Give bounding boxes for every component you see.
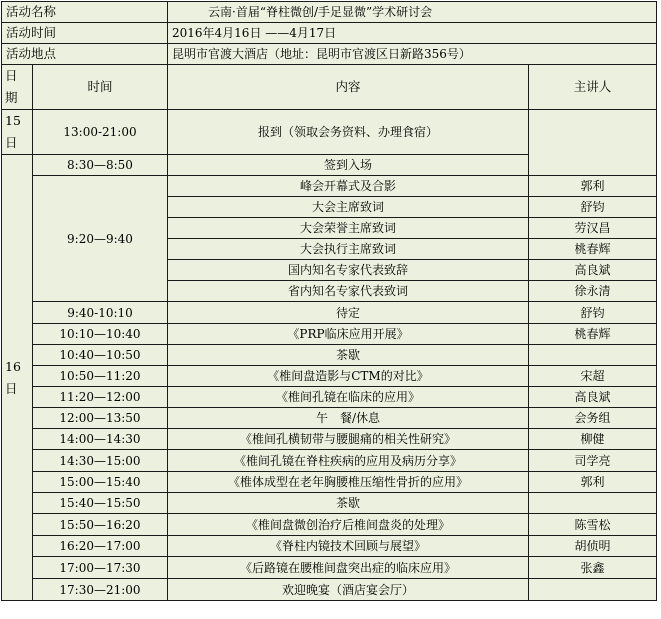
table-row	[2, 429, 657, 450]
time-cell: 10:40—10:50	[33, 345, 168, 366]
content-cell: 《椎间孔镜在临床的应用》	[168, 387, 529, 408]
content-cell: 国内知名专家代表致辞	[168, 260, 529, 281]
content-cell: 茶歇	[168, 345, 529, 366]
speaker-cell: 郭利	[529, 472, 657, 493]
table-row	[2, 408, 657, 429]
content-cell: 《椎体成型在老年胸腰椎压缩性骨折的应用》	[168, 472, 529, 493]
header-content: 内容	[168, 65, 529, 110]
speaker-cell: 徐永清	[529, 281, 657, 302]
speaker-cell: 陈雪松	[529, 514, 657, 536]
time-cell: 9:20—9:40	[33, 176, 168, 302]
time-cell: 15:40—15:50	[33, 493, 168, 514]
speaker-cell	[529, 493, 657, 514]
speaker-cell: 郭利	[529, 176, 657, 197]
time-cell: 14:30—15:00	[33, 450, 168, 472]
event-name-value: 云南·首届“脊柱微创/手足显微”学术研讨会	[168, 2, 657, 23]
speaker-cell: 桃春辉	[529, 239, 657, 260]
time-cell: 13:00-21:00	[33, 110, 168, 155]
time-cell: 14:00—14:30	[33, 429, 168, 450]
time-cell: 15:00—15:40	[33, 472, 168, 493]
day-16	[2, 155, 33, 601]
speaker-cell: 司学亮	[529, 450, 657, 472]
day-15-line1: 15	[5, 113, 21, 128]
event-name-label: 活动名称	[2, 2, 168, 23]
table-row	[2, 472, 657, 493]
content-cell: 签到入场	[168, 155, 529, 176]
day-16-line2: 日	[5, 380, 18, 396]
speaker-cell: 高良斌	[529, 387, 657, 408]
event-place-value: 昆明市官渡大酒店（地址：昆明市官渡区日新路356号）	[168, 44, 657, 65]
table-row	[2, 324, 657, 345]
content-cell: 大会执行主席致词	[168, 239, 529, 260]
header-speaker: 主讲人	[529, 65, 657, 110]
speaker-cell	[529, 345, 657, 366]
schedule-table	[1, 1, 657, 601]
table-row	[2, 557, 657, 579]
table-row	[2, 514, 657, 536]
table-row	[2, 387, 657, 408]
table-row	[2, 366, 657, 387]
time-cell: 11:20—12:00	[33, 387, 168, 408]
event-time-value: 2016年4月16日 ——4月17日	[168, 23, 657, 44]
header-time: 时间	[33, 65, 168, 110]
content-cell: 《脊柱内镜技术回顾与展望》	[168, 536, 529, 557]
table-row	[2, 579, 657, 601]
content-cell: 茶歇	[168, 493, 529, 514]
time-cell: 10:50—11:20	[33, 366, 168, 387]
time-cell: 17:30—21:00	[33, 579, 168, 601]
table-row	[2, 493, 657, 514]
speaker-cell: 高良斌	[529, 260, 657, 281]
speaker-cell: 舒钧	[529, 302, 657, 324]
content-cell: 待定	[168, 302, 529, 324]
content-cell: 《PRP临床应用开展》	[168, 324, 529, 345]
day-15	[2, 110, 33, 155]
speaker-cell: 舒钧	[529, 197, 657, 218]
time-cell: 8:30—8:50	[33, 155, 168, 176]
table-row	[2, 302, 657, 324]
speaker-cell	[529, 579, 657, 601]
speaker-cell: 桃春辉	[529, 324, 657, 345]
speaker-cell	[529, 110, 657, 176]
content-cell: 《椎间孔镜在脊柱疾病的应用及病历分享》	[168, 450, 529, 472]
time-cell: 10:10—10:40	[33, 324, 168, 345]
content-cell: 《椎间盘微创治疗后椎间盘炎的处理》	[168, 514, 529, 536]
speaker-cell: 劳汉昌	[529, 218, 657, 239]
time-cell: 15:50—16:20	[33, 514, 168, 536]
header-date	[2, 65, 33, 110]
content-cell: 午 餐/休息	[168, 408, 529, 429]
header-date-line1: 日	[5, 68, 18, 83]
time-cell: 12:00—13:50	[33, 408, 168, 429]
content-cell: 《后路镜在腰椎间盘突出症的临床应用》	[168, 557, 529, 579]
time-cell: 16:20—17:00	[33, 536, 168, 557]
event-place-label: 活动地点	[2, 44, 168, 65]
content-cell: 《椎间孔横韧带与腰腿痛的相关性研究》	[168, 429, 529, 450]
content-cell: 大会主席致词	[168, 197, 529, 218]
speaker-cell: 胡侦明	[529, 536, 657, 557]
speaker-cell: 会务组	[529, 408, 657, 429]
content-cell: 欢迎晚宴（酒店宴会厅）	[168, 579, 529, 601]
content-cell: 报到（领取会务资料、办理食宿）	[168, 110, 529, 155]
time-cell: 17:00—17:30	[33, 557, 168, 579]
header-date-line2: 期	[5, 90, 18, 105]
table-row	[2, 110, 657, 155]
table-row	[2, 345, 657, 366]
speaker-cell: 柳健	[529, 429, 657, 450]
content-cell: 大会荣誉主席致词	[168, 218, 529, 239]
content-cell: 峰会开幕式及合影	[168, 176, 529, 197]
time-cell: 9:40-10:10	[33, 302, 168, 324]
table-row	[2, 536, 657, 557]
table-row	[2, 450, 657, 472]
day-16-line1: 16	[5, 358, 21, 374]
speaker-cell: 张鑫	[529, 557, 657, 579]
content-cell: 省内知名专家代表致词	[168, 281, 529, 302]
content-cell: 《椎间盘造影与CTM的对比》	[168, 366, 529, 387]
speaker-cell: 宋超	[529, 366, 657, 387]
event-time-label: 活动时间	[2, 23, 168, 44]
day-15-line2: 日	[5, 135, 18, 150]
table-row	[2, 176, 657, 197]
